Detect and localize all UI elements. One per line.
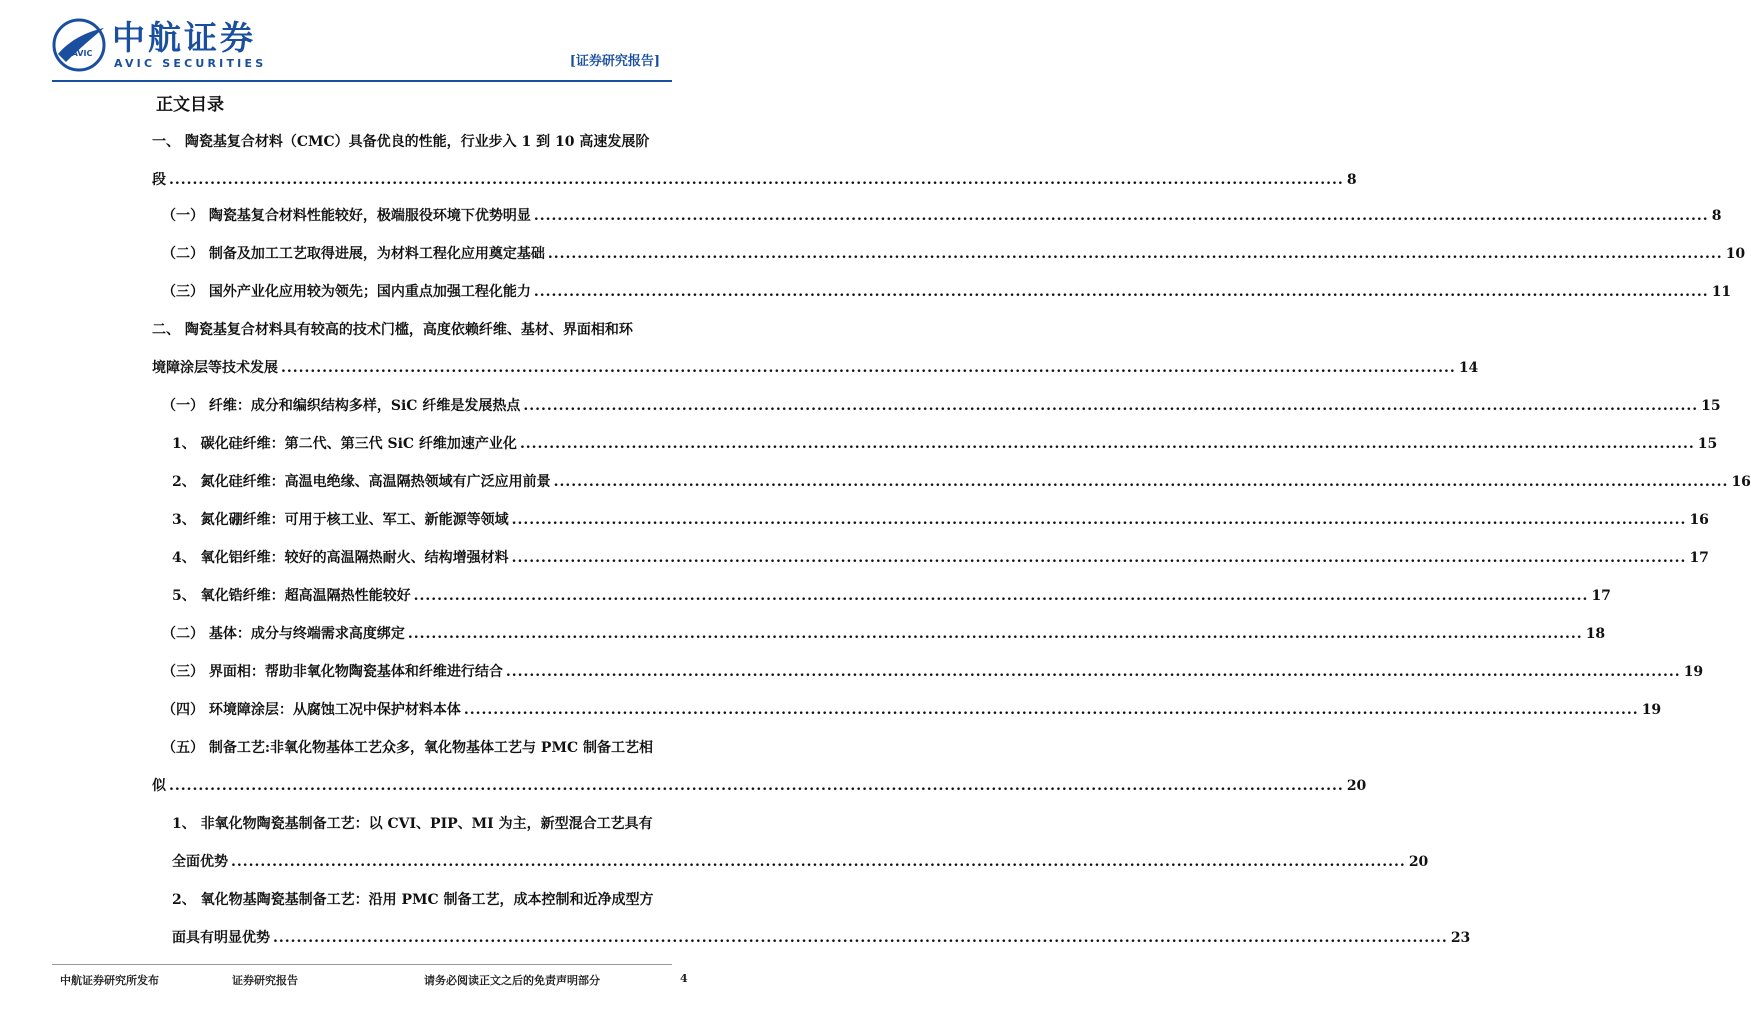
footer-report-type: 证券研究报告 — [232, 974, 298, 987]
toc-entry[interactable] — [172, 812, 672, 836]
toc-page-number: 18 — [1585, 626, 1606, 642]
toc-leader-dots: ........................................................................................................................................................................................................ — [511, 550, 1687, 566]
toc-page-number: 19 — [1683, 664, 1704, 680]
toc-entry-text: 一、 陶瓷基复合材料（CMC）具备优良的性能，行业步入 1 到 10 高速发展阶 — [152, 134, 650, 150]
toc-entry-text: 5、 氧化锆纤维：超高温隔热性能较好 — [172, 588, 411, 604]
toc-leader-dots: ........................................................................................................................................................................................................ — [281, 360, 1456, 376]
toc-entry-text: 4、 氧化铝纤维：较好的高温隔热耐火、结构增强材料 — [172, 550, 509, 566]
toc-page-number: 15 — [1697, 436, 1718, 452]
toc-entry[interactable] — [152, 318, 672, 342]
toc-entry[interactable] — [162, 660, 1704, 684]
toc-leader-dots: ........................................................................................................................................................................................................ — [523, 398, 1699, 414]
toc-page-number: 23 — [1450, 930, 1471, 946]
toc-page-number: 19 — [1641, 702, 1662, 718]
toc-entry[interactable] — [152, 168, 1357, 192]
toc-entry[interactable] — [172, 546, 1709, 570]
header-divider — [52, 80, 672, 82]
report-type-tag: [证券研究报告] — [569, 54, 660, 69]
toc-leader-dots: ........................................................................................................................................................................................................ — [413, 588, 1589, 604]
logo-badge-text: AVIC — [71, 49, 93, 58]
toc-entry-text: （一） 陶瓷基复合材料性能较好，极端服役环境下优势明显 — [162, 208, 531, 224]
toc-entry-text: 1、 非氧化物陶瓷基制备工艺：以 CVI、PIP、MI 为主，新型混合工艺具有 — [172, 816, 653, 832]
toc-entry-text: （三） 国外产业化应用较为领先；国内重点加强工程化能力 — [162, 284, 531, 300]
toc-entry-text: （一） 纤维：成分和编织结构多样，SiC 纤维是发展热点 — [162, 398, 521, 414]
toc-entry-text: （五） 制备工艺:非氧化物基体工艺众多，氧化物基体工艺与 PMC 制备工艺相 — [162, 740, 653, 756]
toc-leader-dots: ........................................................................................................................................................................................................ — [553, 474, 1729, 490]
toc-leader-dots: ........................................................................................................................................................................................................ — [169, 778, 1344, 794]
toc-leader-dots: ........................................................................................................................................................................................................ — [511, 512, 1687, 528]
toc-entry[interactable] — [152, 130, 672, 154]
toc-page-number: 14 — [1458, 360, 1479, 376]
toc-page-number: 10 — [1725, 246, 1746, 262]
toc-entry-text: （四） 环境障涂层：从腐蚀工况中保护材料本体 — [162, 702, 461, 718]
toc-entry[interactable] — [172, 584, 1611, 608]
toc-entry-text: 面具有明显优势 — [172, 930, 270, 946]
toc-entry[interactable] — [162, 242, 1746, 266]
toc-entry[interactable] — [162, 280, 1732, 304]
toc-entry-text: 段 — [152, 172, 166, 188]
footer-disclaimer: 请务必阅读正文之后的免责声明部分 — [424, 974, 600, 987]
toc-leader-dots: ........................................................................................................................................................................................................ — [519, 436, 1695, 452]
brand-name-en: AVIC SECURITIES — [114, 57, 267, 70]
toc-page-number: 16 — [1731, 474, 1751, 490]
page-header — [0, 0, 724, 84]
toc-entry-text: 2、 氧化物基陶瓷基制备工艺：沿用 PMC 制备工艺，成本控制和近净成型方 — [172, 892, 654, 908]
toc-page-number: 16 — [1689, 512, 1709, 528]
toc-page-number: 11 — [1711, 284, 1732, 300]
toc-page-number: 17 — [1591, 588, 1611, 604]
toc-entry[interactable] — [172, 508, 1709, 532]
toc-leader-dots: ........................................................................................................................................................................................................ — [169, 172, 1344, 188]
toc-page-number: 20 — [1408, 854, 1429, 870]
brand-name-cn: 中航证券 — [112, 18, 256, 57]
toc-entry[interactable] — [172, 432, 1718, 456]
toc-entry[interactable] — [152, 356, 1479, 380]
toc-entry[interactable] — [172, 926, 1471, 950]
toc-entry-text: （二） 基体：成分与终端需求高度绑定 — [162, 626, 405, 642]
page-number: 4 — [680, 972, 688, 985]
toc-entry[interactable] — [162, 394, 1721, 418]
toc-entry-text: （三） 界面相：帮助非氧化物陶瓷基体和纤维进行结合 — [162, 664, 503, 680]
toc-entry[interactable] — [162, 204, 1722, 228]
toc-page-number: 8 — [1346, 172, 1357, 188]
toc-entry-text: 全面优势 — [172, 854, 228, 870]
toc-entry[interactable] — [162, 698, 1662, 722]
toc-leader-dots: ........................................................................................................................................................................................................ — [231, 854, 1406, 870]
toc-leader-dots: ........................................................................................................................................................................................................ — [533, 208, 1709, 224]
toc-page-number: 8 — [1711, 208, 1722, 224]
toc-leader-dots: ........................................................................................................................................................................................................ — [463, 702, 1639, 718]
toc-leader-dots: ........................................................................................................................................................................................................ — [407, 626, 1583, 642]
toc-entry[interactable] — [172, 850, 1429, 874]
toc-entry-text: 似 — [152, 778, 166, 794]
toc-page-number: 15 — [1701, 398, 1721, 414]
avic-logo — [52, 18, 267, 72]
toc-entry-text: 3、 氮化硼纤维：可用于核工业、军工、新能源等领域 — [172, 512, 509, 528]
toc-leader-dots: ........................................................................................................................................................................................................ — [533, 284, 1709, 300]
toc-entry-text: 二、 陶瓷基复合材料具有较高的技术门槛，高度依赖纤维、基材、界面相和环 — [152, 322, 633, 338]
footer-divider — [52, 964, 672, 965]
toc-entry-text: 1、 碳化硅纤维：第二代、第三代 SiC 纤维加速产业化 — [172, 436, 517, 452]
toc-entry-text: （二） 制备及加工工艺取得进展，为材料工程化应用奠定基础 — [162, 246, 545, 262]
toc-leader-dots: ........................................................................................................................................................................................................ — [273, 930, 1448, 946]
footer-publisher: 中航证券研究所发布 — [60, 974, 159, 987]
toc-title: 正文目录 — [156, 95, 224, 115]
toc-entry-text: 2、 氮化硅纤维：高温电绝缘、高温隔热领域有广泛应用前景 — [172, 474, 551, 490]
toc-entry-text: 境障涂层等技术发展 — [152, 360, 278, 376]
toc-page-number: 20 — [1346, 778, 1367, 794]
avic-logo-icon — [52, 18, 106, 72]
toc-entry[interactable] — [172, 470, 1751, 494]
toc-entry[interactable] — [162, 736, 672, 760]
toc-leader-dots: ........................................................................................................................................................................................................ — [547, 246, 1723, 262]
toc-page-number: 17 — [1689, 550, 1709, 566]
toc-entry[interactable] — [172, 888, 672, 912]
toc-entry[interactable] — [162, 622, 1606, 646]
toc-entry[interactable] — [152, 774, 1367, 798]
toc-leader-dots: ........................................................................................................................................................................................................ — [505, 664, 1681, 680]
